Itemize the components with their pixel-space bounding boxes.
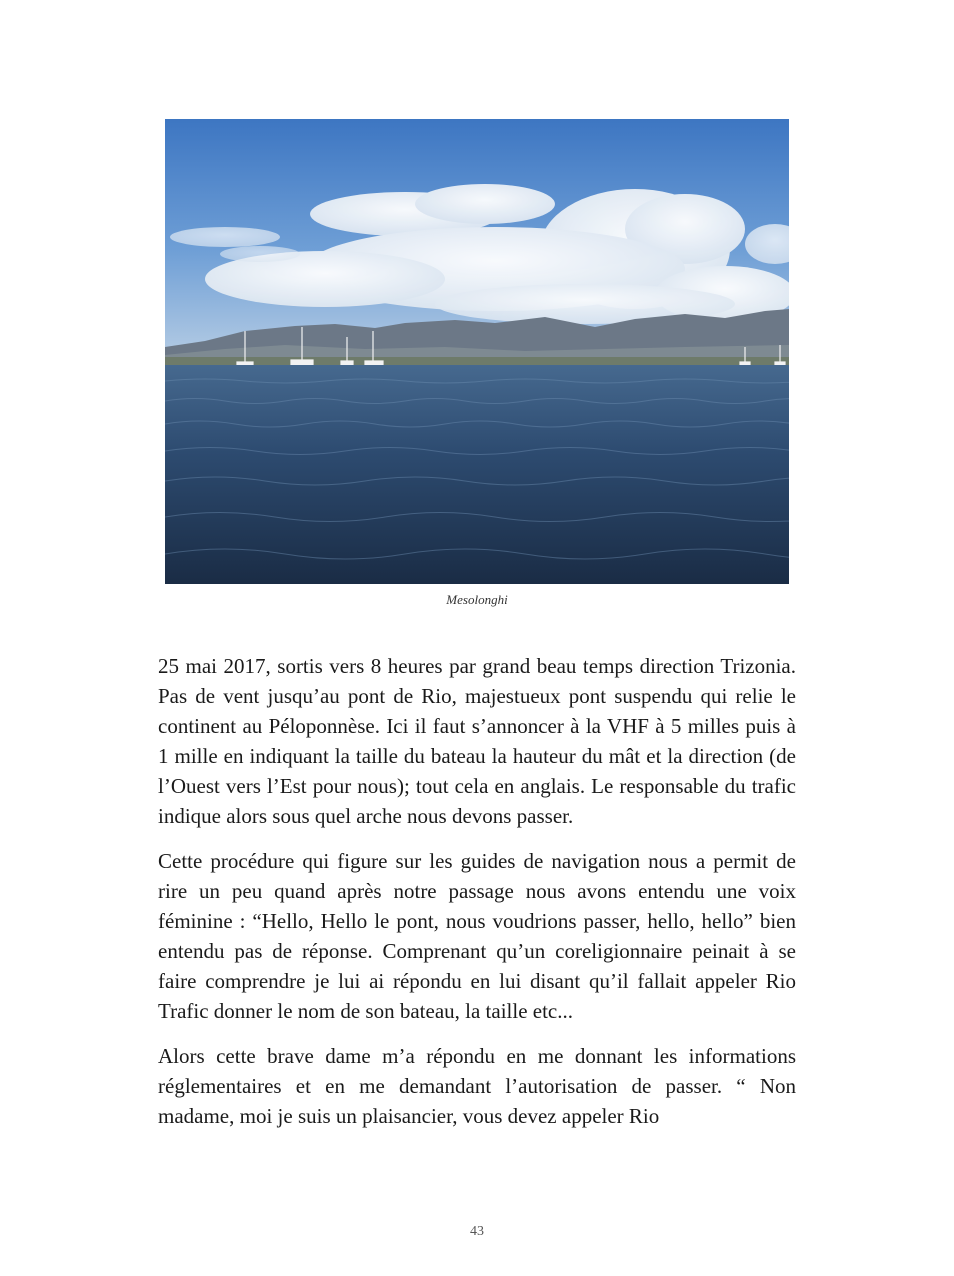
page-number: 43: [470, 1224, 484, 1239]
paragraph: Alors cette brave dame m’a répondu en me donnant les informations réglementaires et en me demandant l’autorisation de passer. “ Non madame, moi je suis un plaisancier, vous devez appeler Rio: [158, 1044, 796, 1128]
water: [165, 365, 789, 584]
figure-caption: Mesolonghi: [446, 592, 508, 607]
paragraph: 25 mai 2017, sortis vers 8 heures par grand beau temps direction Trizonia. Pas de vent jusqu’au pont de Rio, majestueux pont suspendu qui relie le continent au Péloponnèse. Ici il faut s’annoncer à la VHF à 5 milles puis à 1 mille en indiquant la taille du bateau la hauteur du mât et la direction (de l’Ouest vers l’Est pour nous); tout cela en anglais. Le responsable du trafic indique alors sous quel arche nous devons passer.: [158, 654, 796, 828]
body-text: [158, 651, 796, 1146]
shoreline: [165, 357, 789, 365]
harbor-photo: [165, 119, 789, 584]
paragraph: Cette procédure qui figure sur les guides de navigation nous a permit de rire un peu quand après notre passage nous avons entendu une voix féminine : “Hello, Hello le pont, nous voudrions passer, hello, hello” bien entendu pas de réponse. Comprenant qu’un coreligionnaire peinait à se faire comprendre je lui ai répondu en lui disant qu’il fallait appeler Rio Trafic donner le nom de son bateau, la taille etc...: [158, 849, 796, 1023]
